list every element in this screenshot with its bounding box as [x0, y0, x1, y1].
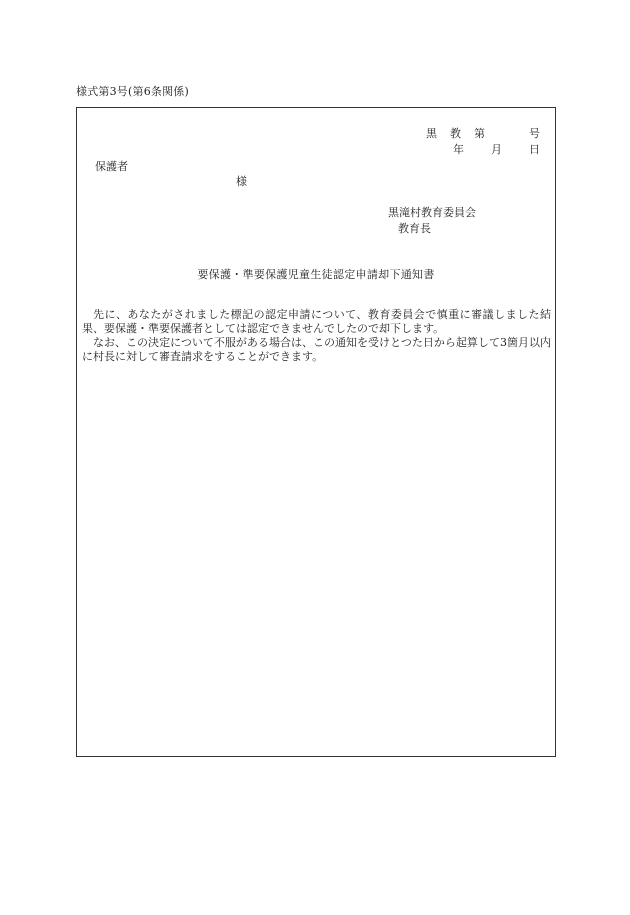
- document-date: [453, 141, 540, 157]
- recipient-label: 保護者: [95, 160, 128, 173]
- document-frame: [76, 107, 556, 757]
- date-day: 日: [529, 143, 540, 156]
- doc-number-char: 第: [474, 127, 485, 140]
- doc-number-char: 号: [529, 127, 540, 140]
- date-month: 月: [491, 143, 502, 156]
- issuer-name: 黒滝村教育委員会: [388, 206, 476, 219]
- doc-number-char: 黒: [426, 127, 437, 140]
- doc-number-char: 教: [450, 127, 461, 140]
- honorific: 様: [236, 175, 247, 188]
- date-year: 年: [453, 143, 464, 156]
- body-paragraph: 先に、あなたがされました標記の認定申請について、教育委員会で慎重に審議しました結果、要保護・準要保護者としては認定できませんでしたので却下します。: [82, 308, 551, 335]
- document-title: 要保護・準要保護児童生徒認定申請却下通知書: [197, 268, 435, 281]
- body-paragraph: なお、この決定について不服がある場合は、この通知を受けとつた日から起算して3箇月以内に村長に対して審査請求をすることができます。: [82, 336, 551, 363]
- body-text: [82, 308, 551, 364]
- form-number-label: 様式第3号(第6条関係): [76, 85, 189, 98]
- document-number: [426, 125, 540, 141]
- issuer-title: 教育長: [398, 222, 431, 235]
